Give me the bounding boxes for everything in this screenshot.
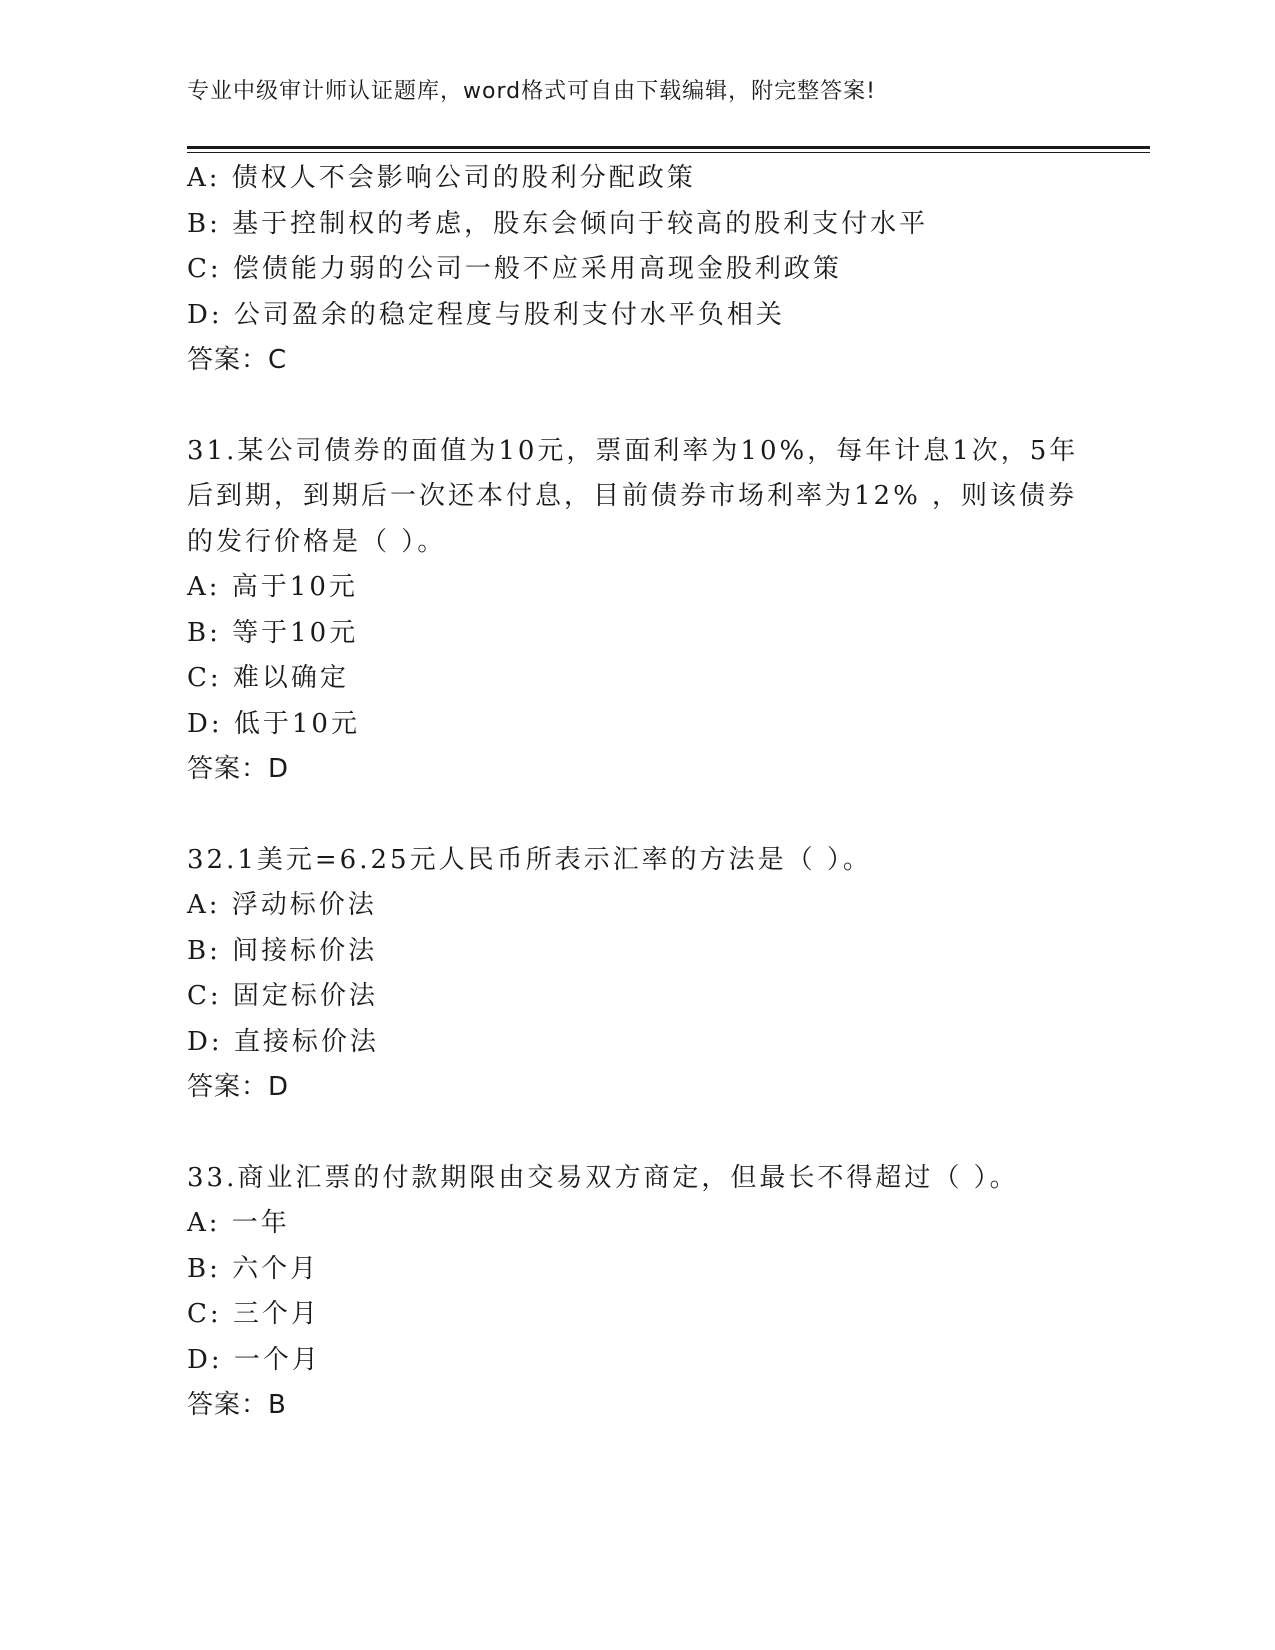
stem-line: 后到期，到期后一次还本付息，目前债券市场利率为12% ，则该债券 xyxy=(187,481,1078,511)
page-header: 专业中级审计师认证题库，word格式可自由下载编辑，附完整答案! xyxy=(187,79,876,104)
answer: 答案：B xyxy=(187,1390,287,1420)
option-b: B: 间接标价法 xyxy=(187,935,378,966)
question-stem xyxy=(187,429,1087,566)
stem-line: 32.1美元=6.25元人民币所表示汇率的方法是（ ）。 xyxy=(187,844,872,875)
question-33 xyxy=(187,1156,1087,1429)
header-rule-thick xyxy=(187,146,1150,149)
header-rule-thin xyxy=(187,152,1150,153)
option-b: B: 基于控制权的考虑，股东会倾向于较高的股利支付水平 xyxy=(187,208,929,239)
option-d: D: 直接标价法 xyxy=(187,1026,379,1057)
previous-question xyxy=(187,156,1087,384)
option-b: B: 六个月 xyxy=(187,1253,320,1284)
answer: 答案：D xyxy=(187,754,290,784)
stem-line: 31.某公司债券的面值为10元，票面利率为10%，每年计息1次，5年 xyxy=(187,435,1079,466)
question-32 xyxy=(187,838,1087,1111)
option-c: C: 三个月 xyxy=(187,1299,320,1329)
question-31 xyxy=(187,429,1087,793)
option-b: B: 等于10元 xyxy=(187,617,359,648)
question-stem xyxy=(187,838,1087,884)
option-a: A: 高于10元 xyxy=(187,572,358,602)
option-a: A: 债权人不会影响公司的股利分配政策 xyxy=(187,163,696,193)
option-d: D: 低于10元 xyxy=(187,708,360,739)
option-c: C: 偿债能力弱的公司一般不应采用高现金股利政策 xyxy=(187,254,842,284)
option-a: A: 一年 xyxy=(187,1208,290,1238)
option-d: D: 一个月 xyxy=(187,1344,321,1375)
option-c: C: 难以确定 xyxy=(187,663,349,693)
option-a: A: 浮动标价法 xyxy=(187,890,377,920)
option-c: C: 固定标价法 xyxy=(187,981,378,1011)
answer: 答案：C xyxy=(187,345,288,375)
stem-line: 的发行价格是（ ）。 xyxy=(187,526,447,557)
stem-line: 33.商业汇票的付款期限由交易双方商定，但最长不得超过（ ）。 xyxy=(187,1162,1019,1193)
answer: 答案：D xyxy=(187,1072,290,1102)
document-body xyxy=(187,156,1087,1429)
option-d: D: 公司盈余的稳定程度与股利支付水平负相关 xyxy=(187,299,785,330)
question-stem xyxy=(187,1156,1087,1202)
